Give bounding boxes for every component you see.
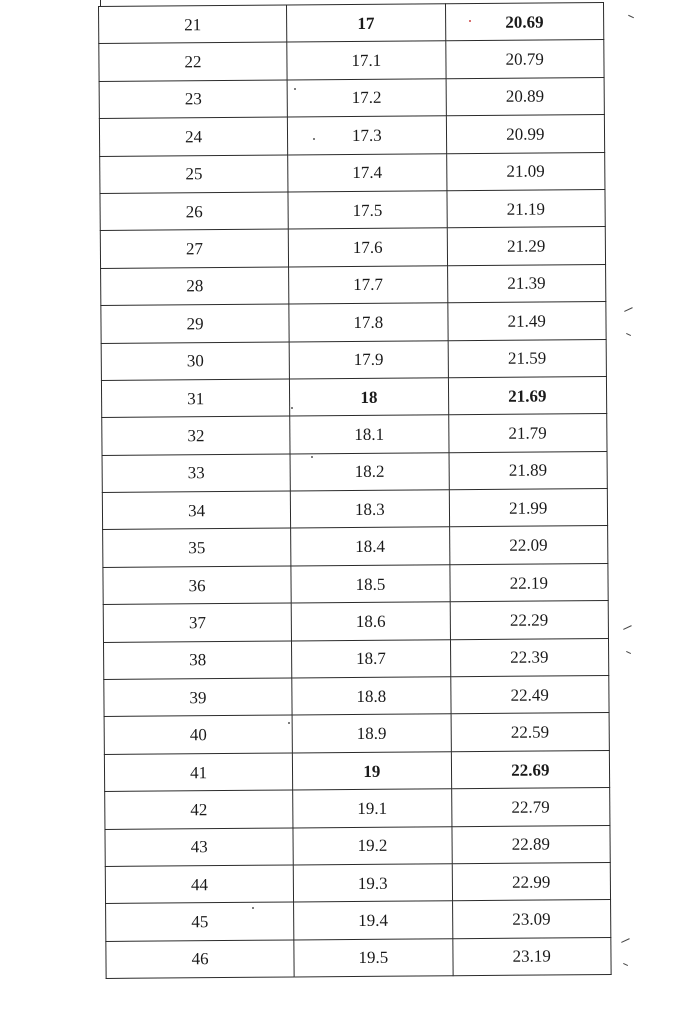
table-cell-c1: 26 — [100, 192, 288, 231]
scan-mark — [623, 963, 628, 966]
table-cell-c3: 21.99 — [449, 489, 608, 528]
table-cell-c2: 18.5 — [291, 565, 450, 604]
table-cell-c1: 40 — [104, 715, 292, 754]
scan-mark — [626, 333, 631, 336]
table-cell-c1: 43 — [105, 828, 293, 867]
table-cell-c2: 17.6 — [288, 228, 447, 267]
table-cell-c3: 23.19 — [452, 937, 611, 976]
table-cell-c3: 21.39 — [447, 264, 606, 303]
table-cell-c2: 18.9 — [292, 714, 451, 753]
table-cell-c2: 18.1 — [290, 415, 449, 454]
table-row — [99, 40, 604, 81]
table-cell-c1: 22 — [99, 42, 287, 81]
table-cell-c3: 21.79 — [448, 414, 607, 453]
table-cell-c1: 31 — [101, 379, 289, 418]
table-cell-c2: 18.4 — [291, 527, 450, 566]
table-row — [99, 115, 604, 156]
table-cell-c1: 21 — [99, 5, 287, 44]
table-cell-c2: 17.3 — [288, 116, 447, 155]
data-table — [98, 2, 612, 979]
scan-mark — [621, 938, 630, 943]
table-cell-c3: 22.09 — [449, 526, 608, 565]
table-cell-c1: 44 — [105, 865, 293, 904]
table-row — [101, 339, 606, 380]
table-cell-c1: 39 — [104, 678, 292, 717]
table-row — [100, 152, 605, 193]
table-cell-c2: 18.7 — [292, 639, 451, 678]
table-cell-c1: 34 — [102, 491, 290, 530]
table-row — [105, 862, 610, 903]
table-row — [104, 750, 609, 791]
table-cell-c1: 38 — [103, 641, 291, 680]
table-cell-c3: 22.59 — [451, 713, 610, 752]
table-cell-c2: 18 — [290, 378, 449, 417]
table-row — [103, 526, 608, 567]
table-cell-c3: 20.89 — [446, 77, 605, 116]
table-row — [106, 937, 611, 978]
table-cell-c2: 19 — [293, 752, 452, 791]
table-cell-c2: 17.9 — [289, 340, 448, 379]
table-cell-c1: 42 — [105, 790, 293, 829]
table-cell-c1: 24 — [99, 117, 287, 156]
table-row — [103, 638, 608, 679]
table-row — [105, 825, 610, 866]
table-cell-c1: 45 — [106, 902, 294, 941]
table-cell-c2: 19.2 — [293, 826, 452, 865]
table-cell-c3: 21.89 — [449, 451, 608, 490]
scan-mark — [623, 625, 632, 630]
table-cell-c3: 21.09 — [446, 152, 605, 191]
table-row — [102, 451, 607, 492]
table-cell-c3: 23.09 — [452, 900, 611, 939]
table-row — [100, 189, 605, 230]
table-cell-c2: 17.7 — [289, 266, 448, 305]
table-body — [99, 3, 612, 979]
table-cell-c3: 22.39 — [450, 638, 609, 677]
table-row — [104, 676, 609, 717]
table-row — [102, 414, 607, 455]
table-cell-c1: 32 — [102, 416, 290, 455]
table-row — [101, 302, 606, 343]
table-cell-c3: 20.69 — [445, 3, 604, 42]
table-cell-c3: 22.49 — [450, 676, 609, 715]
table-cell-c3: 22.69 — [451, 750, 610, 789]
table-row — [103, 563, 608, 604]
table-cell-c1: 46 — [106, 940, 294, 979]
table-cell-c1: 35 — [103, 528, 291, 567]
scan-speck — [469, 20, 471, 22]
scan-speck — [288, 722, 290, 724]
table-cell-c3: 20.99 — [446, 115, 605, 154]
scan-speck — [313, 138, 315, 140]
table-cell-c1: 37 — [103, 603, 291, 642]
table-cell-c2: 17.2 — [287, 79, 446, 118]
table-row — [99, 77, 604, 118]
table-cell-c2: 17 — [287, 4, 446, 43]
table-cell-c2: 19.3 — [293, 864, 452, 903]
table-cell-c3: 22.79 — [451, 788, 610, 827]
table-cell-c3: 22.99 — [452, 862, 611, 901]
table-row — [101, 264, 606, 305]
table-cell-c3: 22.29 — [450, 601, 609, 640]
table-cell-c3: 21.69 — [448, 376, 607, 415]
table-cell-c2: 19.5 — [294, 939, 453, 978]
table-cell-c1: 29 — [101, 304, 289, 343]
table-cell-c2: 19.4 — [294, 901, 453, 940]
table-row — [101, 376, 606, 417]
table-cell-c3: 22.19 — [449, 563, 608, 602]
table-cell-c1: 36 — [103, 566, 291, 605]
table-row — [106, 900, 611, 941]
table-cell-c3: 20.79 — [445, 40, 604, 79]
table-cell-c2: 17.1 — [287, 41, 446, 80]
table-cell-c2: 18.3 — [290, 490, 449, 529]
table-cell-c1: 25 — [100, 155, 288, 194]
table-cell-c2: 17.4 — [288, 153, 447, 192]
scan-speck — [311, 456, 313, 458]
table-cell-c1: 23 — [99, 80, 287, 119]
table-cell-c1: 27 — [100, 229, 288, 268]
table-row — [103, 601, 608, 642]
table-row — [100, 227, 605, 268]
scan-speck — [291, 407, 293, 409]
table-cell-c3: 21.59 — [448, 339, 607, 378]
table-row — [102, 489, 607, 530]
table-cell-c1: 30 — [101, 342, 289, 381]
table-row — [105, 788, 610, 829]
table-cell-c2: 17.8 — [289, 303, 448, 342]
scan-speck — [294, 88, 296, 90]
scan-mark — [624, 307, 633, 312]
table-cell-c1: 41 — [104, 753, 292, 792]
table-cell-c3: 21.49 — [447, 302, 606, 341]
table-cell-c3: 22.89 — [452, 825, 611, 864]
table-cell-c3: 21.29 — [447, 227, 606, 266]
table-cell-c2: 18.2 — [290, 452, 449, 491]
table-row — [104, 713, 609, 754]
table-row — [99, 3, 604, 44]
table-cell-c2: 18.8 — [292, 677, 451, 716]
table-cell-c3: 21.19 — [447, 189, 606, 228]
table-cell-c2: 19.1 — [293, 789, 452, 828]
scan-mark — [626, 651, 631, 654]
table-cell-c2: 18.6 — [291, 602, 450, 641]
table-cell-c2: 17.5 — [288, 191, 447, 230]
scan-speck — [252, 907, 254, 909]
table-cell-c1: 33 — [102, 454, 290, 493]
scan-mark — [628, 15, 634, 19]
table-cell-c1: 28 — [101, 267, 289, 306]
